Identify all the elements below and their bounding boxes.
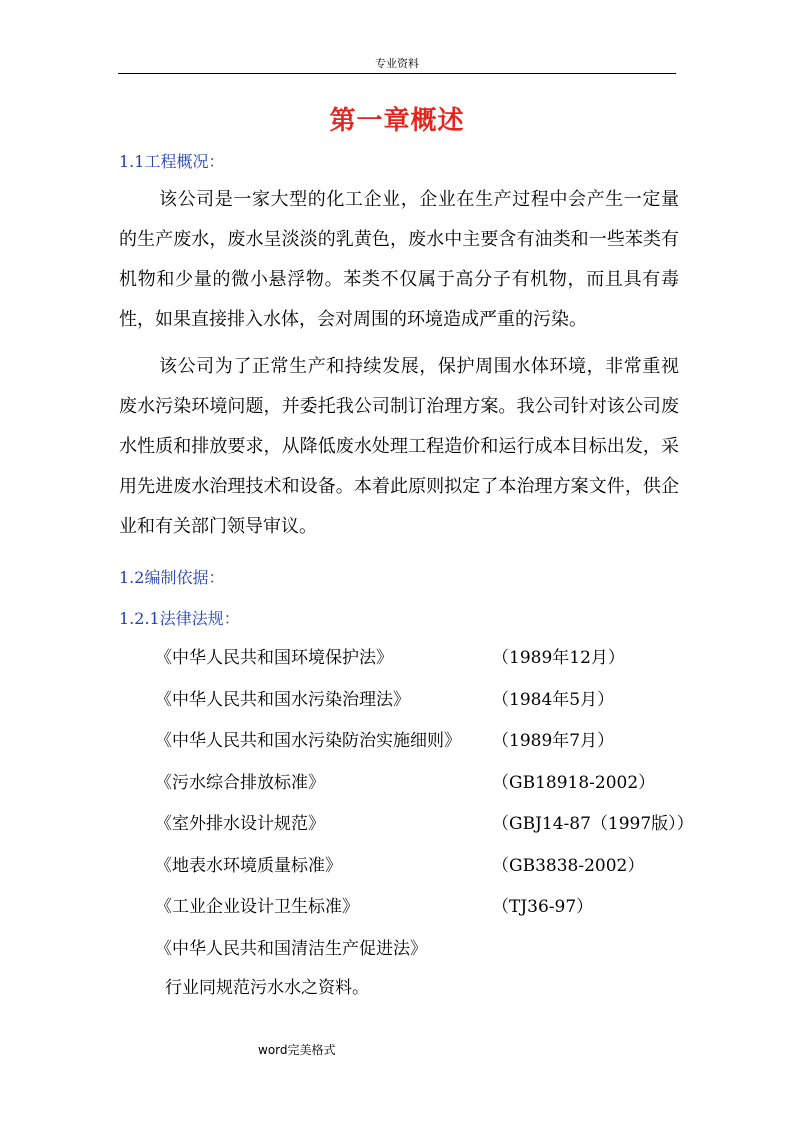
section-heading-1-1: 1.1工程概况：	[119, 152, 225, 171]
law-name: 《工业企业设计卫生标准》	[155, 897, 359, 917]
law-list	[155, 638, 695, 970]
law-code: （GBJ14-87（1997版））	[492, 814, 694, 834]
law-name: 《地表水环境质量标准》	[155, 855, 342, 876]
law-code: （GB3838-2002）	[492, 855, 645, 876]
law-row	[155, 887, 695, 929]
header-divider	[118, 73, 676, 74]
section-heading-1-2-1: 1.2.1法律法规：	[119, 609, 240, 628]
law-row	[155, 929, 695, 971]
law-row	[155, 638, 695, 680]
paragraph-2: 该公司为了正常生产和持续发展，保护周围水体环境，非常重视废水污染环境问题，并委托我公司制订治理方案。我公司针对该公司废水性质和排放要求，从降低废水处理工程造价和运行成本目标出发，采用先进废水治理技术和设备。本着此原则拟定了本治理方案文件，供企业和有关部门领导审议。	[119, 356, 679, 537]
chapter-title: 第一章概述	[329, 106, 465, 136]
law-name: 《中华人民共和国清洁生产促进法》	[155, 938, 427, 959]
law-row	[155, 804, 695, 846]
law-name: 《污水综合排放标准》	[155, 772, 325, 793]
law-date: （1984年5月）	[492, 689, 615, 710]
law-row	[155, 763, 695, 805]
extra-reference: 行业同规范污水水之资料。	[165, 978, 369, 998]
law-row	[155, 846, 695, 888]
law-date: （1989年7月）	[492, 731, 615, 751]
law-code: （TJ36-97）	[492, 897, 594, 917]
page-footer: word完美格式	[258, 1043, 336, 1057]
section-heading-1-2: 1.2编制依据：	[119, 568, 225, 587]
law-row	[155, 680, 695, 722]
law-name: 《室外排水设计规范》	[155, 814, 325, 834]
law-name: 《中华人民共和国水污染防治实施细则》	[155, 731, 461, 751]
law-date: （1989年12月）	[492, 648, 625, 668]
law-name: 《中华人民共和国环境保护法》	[155, 648, 393, 668]
law-name: 《中华人民共和国水污染治理法》	[155, 689, 410, 710]
law-code: （GB18918-2002）	[492, 772, 656, 793]
paragraph-1: 该公司是一家大型的化工企业，企业在生产过程中会产生一定量的生产废水，废水呈淡淡的乳黄色，废水中主要含有油类和一些苯类有机物和少量的微小悬浮物。苯类不仅属于高分子有机物，而且具有毒性，如果直接排入水体，会对周围的环境造成严重的污染。	[119, 189, 679, 330]
law-row	[155, 721, 695, 763]
page-header: 专业资料	[375, 57, 419, 70]
